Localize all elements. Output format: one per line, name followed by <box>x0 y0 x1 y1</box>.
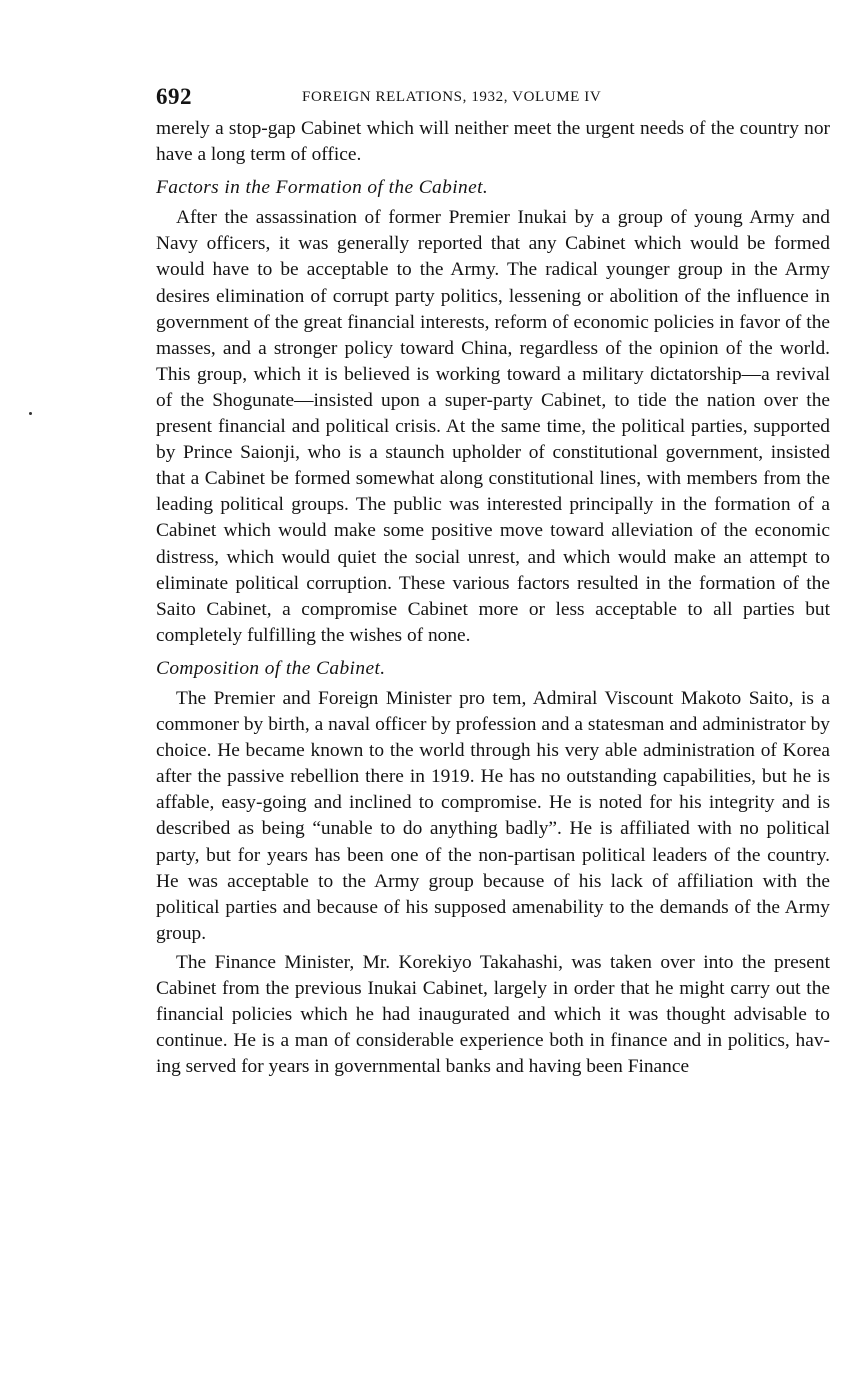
paragraph-premier: The Premier and Foreign Minister pro tem, Admiral Viscount Makoto Saito, is a commoner by birth, a naval officer by profession and a statesman and administrator by choice. He became known to the world through his very able administration of Korea after the passive rebellion there in 1919. He has no outstanding capabilities, but he is affable, easy-going and inclined to compromise. He is noted for his integrity and is described as being “unable to do anything badly”. He is affiliated with no political party, but for years has been one of the non-partisan political leaders of the country. He was acceptable to the Army group because of his lack of affiliation with the political parties and because of his supposed amenability to the demands of the Army group. <box>156 687 830 944</box>
page-header <box>156 84 830 114</box>
continuation-paragraph: merely a stop-gap Cabinet which will neither meet the urgent needs of the country nor have a long term of office. <box>156 118 830 166</box>
running-head: FOREIGN RELATIONS, 1932, VOLUME IV <box>302 89 602 105</box>
section-heading-composition: Composition of the Cabinet. <box>156 657 386 679</box>
page-number: 692 <box>156 84 192 109</box>
paragraph-factors: After the assassination of former Premier Inukai by a group of young Army and Navy officers, it was generally reported that any Cabinet which would be formed would have to be acceptable to the Army. The radical younger group in the Army desires elimination of corrupt party politics, lessening or abolition of the influence in government of the great financial interests, reform of economic policies in favor of the masses, and a stronger policy toward China, regardless of the opinion of the world. This group, which it is believed is working toward a military dictatorship—a revival of the Shogunate—insisted upon a super-party Cabinet, to tide the nation over the present financial and political crisis. At the same time, the political parties, supported by Prince Saionji, who is a staunch upholder of constitutional government, insisted that a Cabinet be formed somewhat along constitutional lines, with members from the leading political groups. The public was interested principally in the formation of a Cabinet which would make some positive move toward alleviation of the economic distress, which would quiet the social unrest, and which would make an attempt to eliminate political corruption. These various factors resulted in the formation of the Saito Cabinet, a compromise Cabinet more or less acceptable to all parties but completely fulfilling the wishes of none. <box>156 207 830 646</box>
paragraph-finance-minister: The Finance Minister, Mr. Korekiyo Takahashi, was taken over into the present Cabinet from the previous Inukai Cabinet, largely in order that he might carry out the financial policies which he had inaugurated and which it was thought advisable to continue. He is a man of considerable experience both in finance and in politics, having served for years in governmental banks and having been Finance <box>156 951 830 1078</box>
stray-ink-mark <box>29 412 32 415</box>
section-composition <box>156 656 830 1081</box>
document-page <box>156 84 830 1080</box>
section-factors <box>156 175 830 649</box>
section-heading-factors: Factors in the Formation of the Cabinet. <box>156 177 489 199</box>
